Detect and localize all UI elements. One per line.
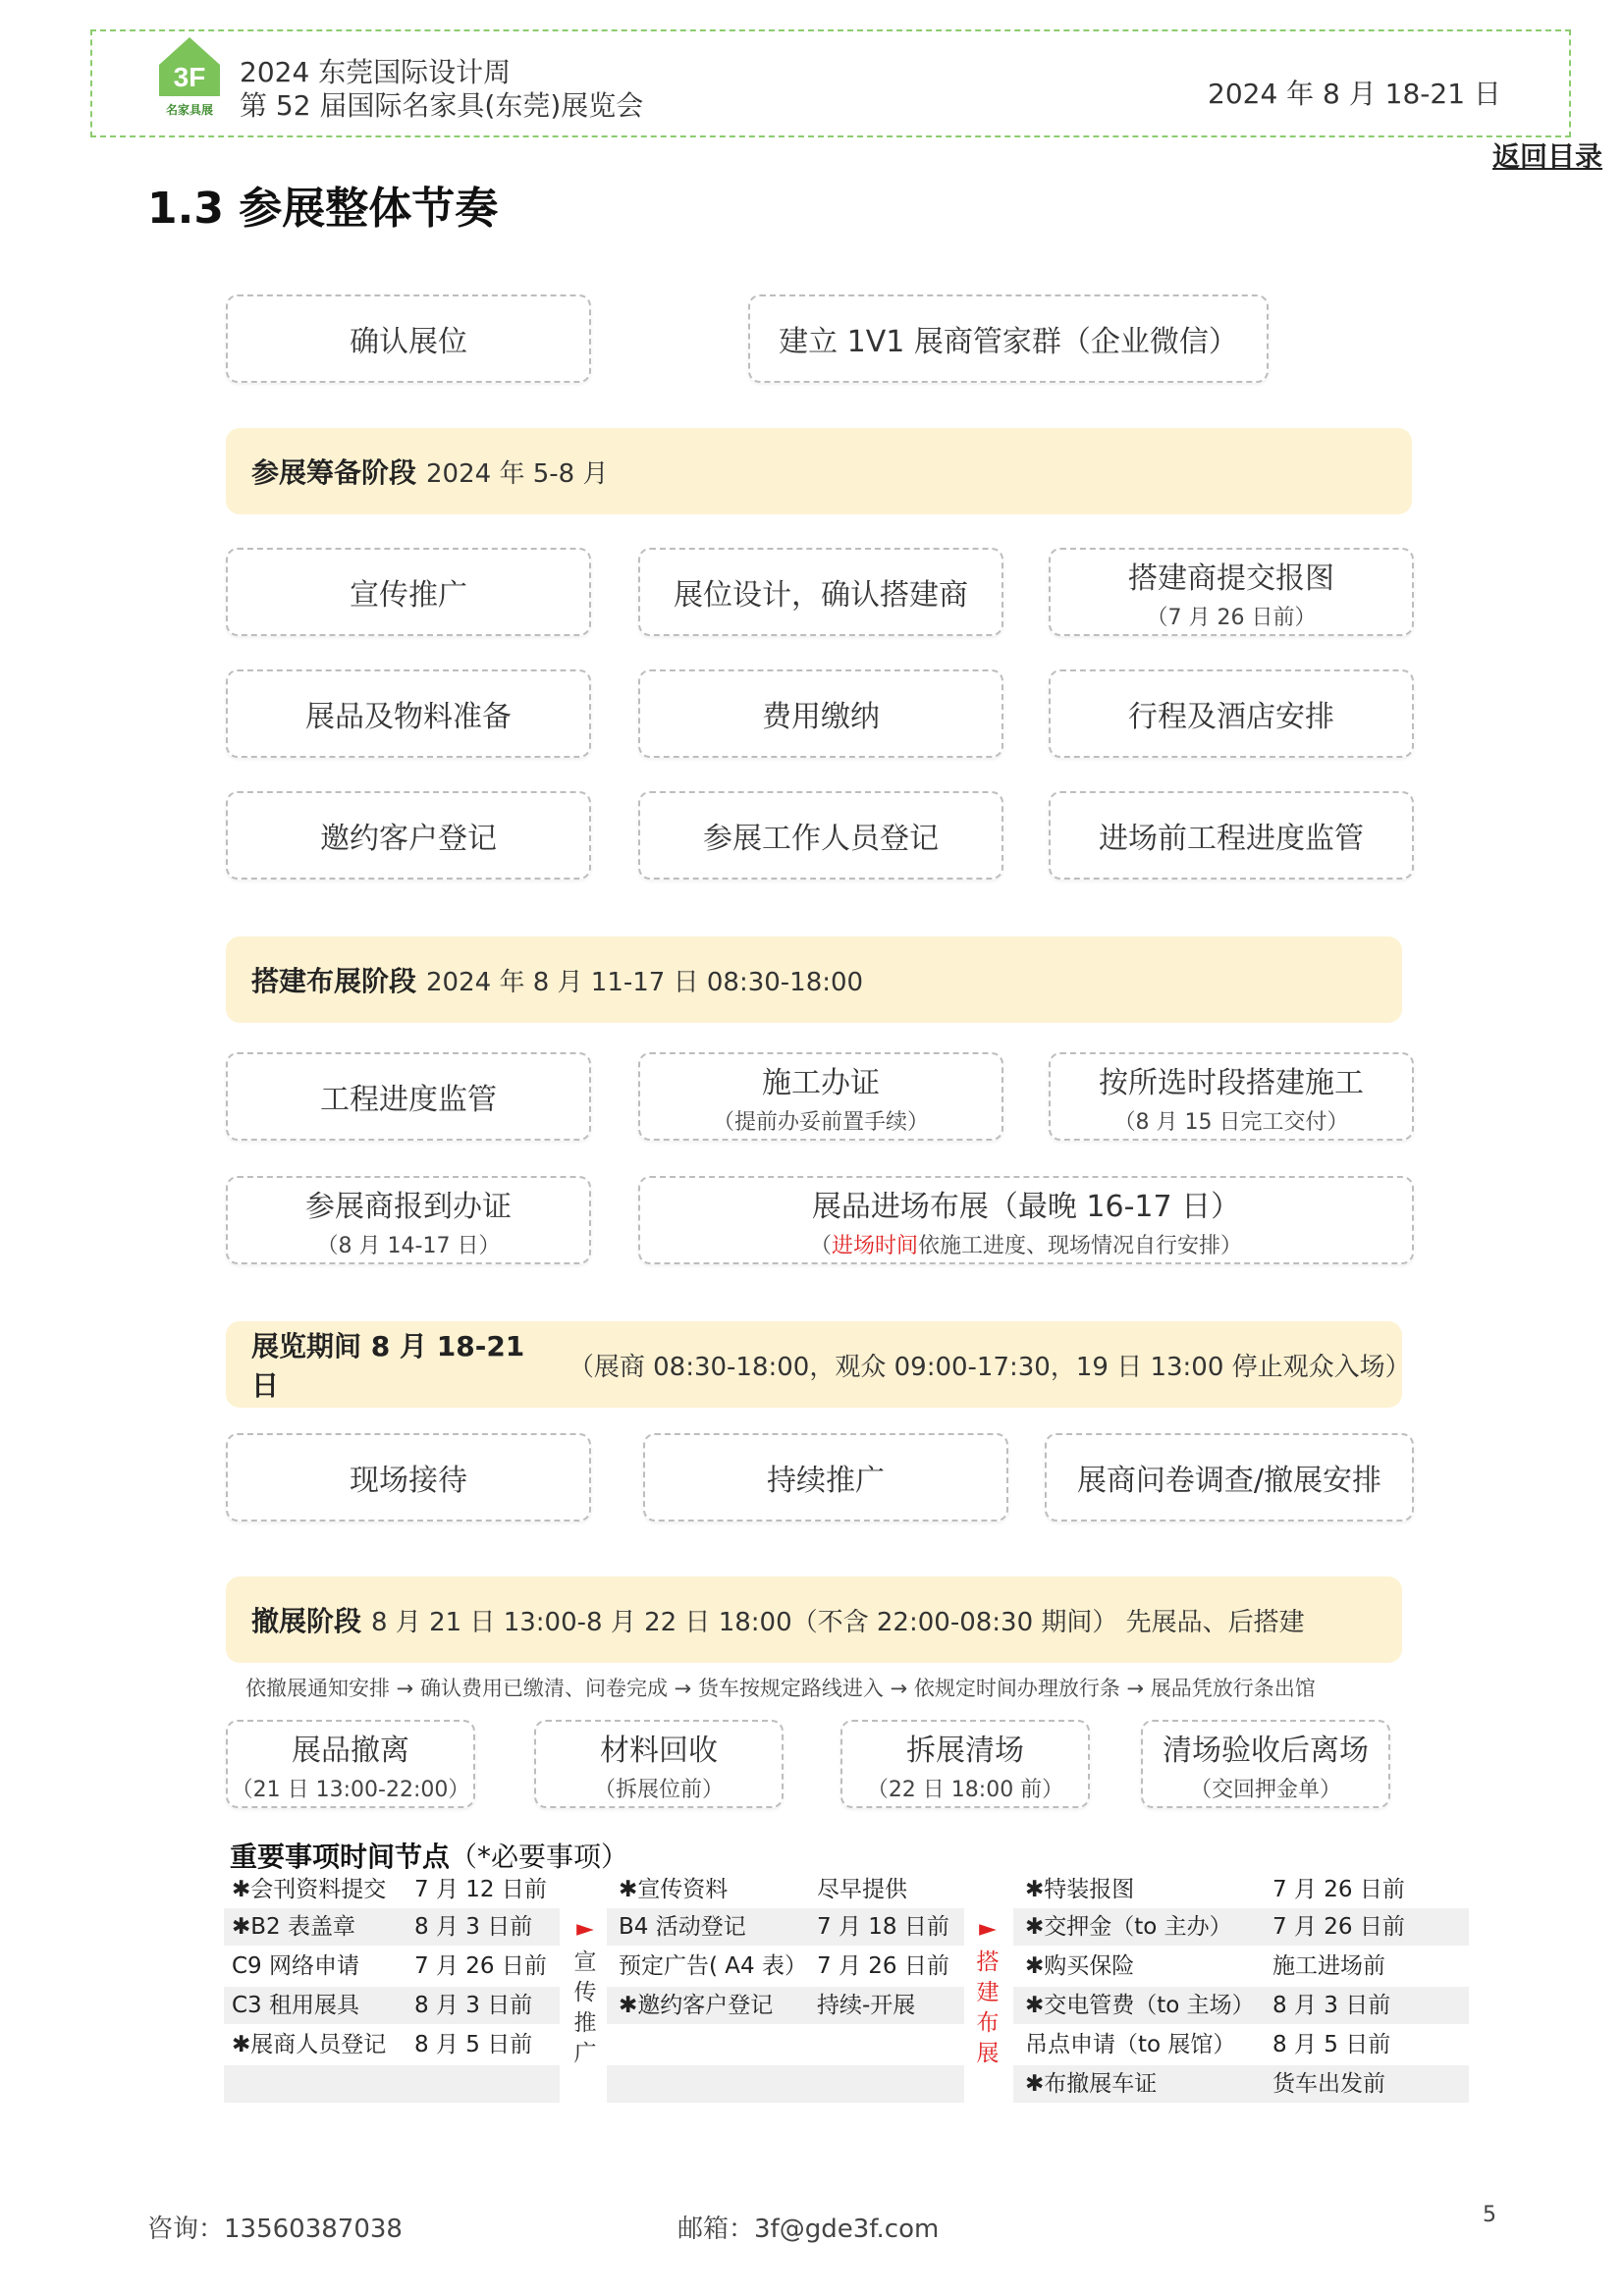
header-line1: 2024 东莞国际设计周 bbox=[240, 56, 512, 88]
page-number: 5 bbox=[1483, 2203, 1496, 2227]
milestone-item: ✱交押金（to 主办） bbox=[1025, 1914, 1232, 1940]
row-bg bbox=[607, 2065, 964, 2103]
build-group-box: 建立 1V1 展商管家群（企业微信） bbox=[748, 294, 1269, 383]
stage1-box: 参展工作人员登记 bbox=[638, 791, 1003, 880]
milestone-date: 8 月 3 日前 bbox=[414, 1914, 533, 1940]
logo bbox=[157, 35, 222, 122]
stage1-box: 宣传推广 bbox=[226, 548, 591, 636]
divider-promo: 宣 传 推 广 bbox=[573, 1949, 597, 2066]
milestone-date: 8 月 5 日前 bbox=[1272, 2032, 1391, 2057]
logo-text: 3F bbox=[173, 62, 206, 92]
milestone-date: 7 月 26 日前 bbox=[1272, 1877, 1405, 1902]
milestone-item: 预定广告( A4 表） bbox=[619, 1953, 807, 1979]
milestone-item: C9 网络申请 bbox=[232, 1953, 360, 1979]
milestone-item: ✱B2 表盖章 bbox=[232, 1914, 355, 1940]
stage1-box: 搭建商提交报图 （7 月 26 日前） bbox=[1049, 548, 1414, 636]
stage3-box: 持续推广 bbox=[643, 1433, 1008, 1522]
footer-email: 邮箱：3f@gde3f.com bbox=[677, 2215, 940, 2244]
stage2-box: 工程进度监管 bbox=[226, 1052, 591, 1141]
milestone-item: ✱购买保险 bbox=[1025, 1953, 1135, 1979]
milestone-item: ✱交电管费（to 主场） bbox=[1025, 1993, 1255, 2018]
stage2-box: 施工办证 （提前办妥前置手续） bbox=[638, 1052, 1003, 1141]
milestone-date: 7 月 26 日前 bbox=[414, 1953, 547, 1979]
milestone-item: B4 活动登记 bbox=[619, 1914, 746, 1940]
stage-prep-banner: 参展筹备阶段 2024 年 5-8 月 bbox=[226, 428, 1412, 514]
milestone-date: 8 月 3 日前 bbox=[1272, 1993, 1391, 2018]
dismantle-flow: 依撤展通知安排 → 确认费用已缴清、问卷完成 → 货车按规定路线进入 → 依规定时间办理放行条 → 展品凭放行条出馆 bbox=[245, 1677, 1316, 1700]
stage4-box: 拆展清场 （22 日 18:00 前） bbox=[840, 1720, 1090, 1808]
important-title: 重要事项时间节点（*必要事项） bbox=[230, 1841, 629, 1873]
milestone-item: ✱展商人员登记 bbox=[232, 2032, 387, 2057]
milestone-date: 7 月 12 日前 bbox=[414, 1877, 547, 1902]
stage2-box: 按所选时段搭建施工 （8 月 15 日完工交付） bbox=[1049, 1052, 1414, 1141]
stage4-box: 材料回收 （拆展位前） bbox=[534, 1720, 784, 1808]
milestone-item: ✱宣传资料 bbox=[619, 1877, 729, 1902]
milestone-date: 8 月 5 日前 bbox=[414, 2032, 533, 2057]
stage1-box: 行程及酒店安排 bbox=[1049, 669, 1414, 758]
milestone-item: ✱邀约客户登记 bbox=[619, 1993, 774, 2018]
milestone-item: ✱会刊资料提交 bbox=[232, 1877, 387, 1902]
footer-phone: 咨询：13560387038 bbox=[147, 2215, 403, 2244]
stage-dismantle-banner: 撤展阶段 8 月 21 日 13:00-8 月 22 日 18:00（不含 22:00-08:30 期间） 先展品、后搭建 bbox=[226, 1576, 1402, 1663]
milestone-date: 持续-开展 bbox=[817, 1993, 916, 2018]
header-line2: 第 52 届国际名家具(东莞)展览会 bbox=[240, 89, 644, 122]
milestone-date: 施工进场前 bbox=[1272, 1953, 1385, 1979]
stage1-box: 展位设计，确认搭建商 bbox=[638, 548, 1003, 636]
header-date: 2024 年 8 月 18-21 日 bbox=[1208, 78, 1501, 110]
milestone-item: ✱特装报图 bbox=[1025, 1877, 1135, 1902]
stage2-box: 参展商报到办证 （8 月 14-17 日） bbox=[226, 1176, 591, 1264]
stage2-box: 展品进场布展（最晚 16-17 日） （进场时间依施工进度、现场情况自行安排） bbox=[638, 1176, 1414, 1264]
milestone-date: 8 月 3 日前 bbox=[414, 1993, 533, 2018]
back-to-contents-link[interactable]: 返回目录 bbox=[1492, 140, 1603, 173]
stage1-box: 展品及物料准备 bbox=[226, 669, 591, 758]
stage1-box: 费用缴纳 bbox=[638, 669, 1003, 758]
page-title: 1.3 参展整体节奏 bbox=[147, 184, 499, 234]
stage3-box: 现场接待 bbox=[226, 1433, 591, 1522]
stage3-box: 展商问卷调查/撤展安排 bbox=[1045, 1433, 1414, 1522]
milestone-date: 尽早提供 bbox=[817, 1877, 907, 1902]
milestone-item: C3 租用展具 bbox=[232, 1993, 360, 2018]
arrow-icon: ► bbox=[576, 1916, 594, 1942]
stage-build-banner: 搭建布展阶段 2024 年 8 月 11-17 日 08:30-18:00 bbox=[226, 936, 1402, 1023]
logo-caption: 名家具展 bbox=[165, 103, 214, 117]
row-bg bbox=[224, 2065, 560, 2103]
stage1-box: 进场前工程进度监管 bbox=[1049, 791, 1414, 880]
stage4-box: 清场验收后离场 （交回押金单） bbox=[1141, 1720, 1390, 1808]
arrow-icon: ► bbox=[979, 1916, 997, 1942]
stage1-box: 邀约客户登记 bbox=[226, 791, 591, 880]
milestone-date: 货车出发前 bbox=[1272, 2071, 1385, 2097]
milestone-item: ✱布撤展车证 bbox=[1025, 2071, 1158, 2097]
milestone-date: 7 月 26 日前 bbox=[817, 1953, 949, 1979]
milestone-item: 吊点申请（to 展馆） bbox=[1025, 2032, 1236, 2057]
milestone-date: 7 月 18 日前 bbox=[817, 1914, 949, 1940]
milestone-date: 7 月 26 日前 bbox=[1272, 1914, 1405, 1940]
stage-expo-banner: 展览期间 8 月 18-21 日 （展商 08:30-18:00，观众 09:00-17:30，19 日 13:00 停止观众入场） bbox=[226, 1321, 1402, 1408]
divider-build: 搭 建 布 展 bbox=[976, 1949, 1000, 2066]
confirm-booth-box: 确认展位 bbox=[226, 294, 591, 383]
stage4-box: 展品撤离 （21 日 13:00-22:00） bbox=[226, 1720, 475, 1808]
